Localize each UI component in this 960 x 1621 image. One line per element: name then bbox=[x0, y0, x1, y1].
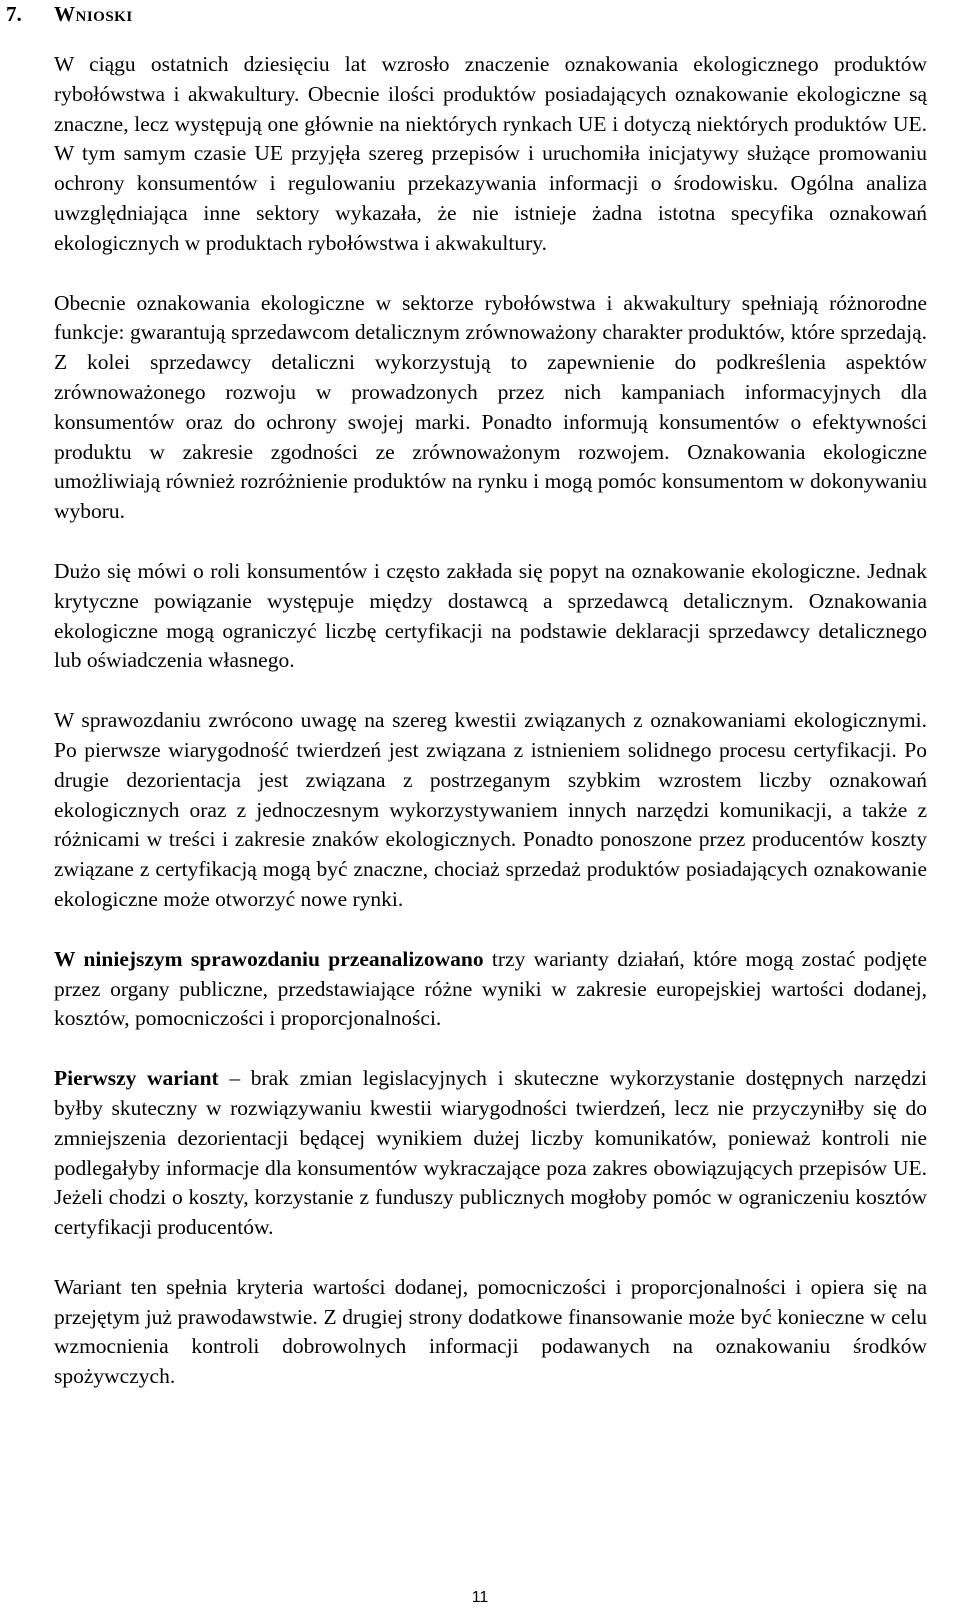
section-number: 7. bbox=[6, 2, 22, 26]
paragraph-first-option-text: – brak zmian legislacyjnych i skuteczne wykorzystanie dostępnych narzędzi byłby skuteczny w rozwiązywaniu kwestii wiarygodności twierdzeń, lecz nie przyczyniłby się do zmniejszenia dezorientacji będącej wynikiem dużej liczby komunikatów, ponieważ kontroli nie podlegałyby informacje dla konsumentów wykraczające poza zakres obowiązujących przepisów UE. Jeżeli chodzi o koszty, korzystanie z funduszy publicznych mogłoby pomóc w ograniczeniu kosztów certyfikacji producentów. bbox=[54, 1066, 927, 1240]
paragraph-option-assessment: Wariant ten spełnia kryteria wartości dodanej, pomocniczości i proporcjonalności i opiera się na przejętym już prawodawstwie. Z drugiej strony dodatkowe finansowanie może być konieczne w celu wzmocnienia kontroli dobrowolnych informacji podawanych na oznakowaniu środków spożywczych. bbox=[54, 1274, 927, 1389]
paragraph-issues: W sprawozdaniu zwrócono uwagę na szereg kwestii związanych z oznakowaniami ekologicznymi. Po pierwsze wiarygodność twierdzeń jest związana z istnieniem solidnego procesu certyfikacji. Po drugie dezorientacja jest związana z postrzeganym szybkim wzrostem liczby oznakowań ekologicznych oraz z jednoczesnym wykorzystywaniem innych narzędzi komunikacji, a także z różnicami w treści i zakresie znaków ekologicznych. Ponadto ponoszone przez producentów koszty związane z certyfikacją mogą być znaczne, chociaż sprzedaż produktów posiadających oznakowanie ekologiczne może otworzyć nowe rynki. bbox=[54, 708, 927, 911]
paragraph-overview: W ciągu ostatnich dziesięciu lat wzrosło znaczenie oznakowania ekologicznego produktów rybołówstwa i akwakultury. Obecnie ilości produktów posiadających oznakowanie ekologiczne są znaczne, lecz występują one głównie na niektórych rynkach UE i dotyczą niektórych produktów UE. W tym samym czasie UE przyjęła szereg przepisów i uruchomiła inicjatywy służące promowaniu ochrony konsumentów i regulowaniu przekazywania informacji o środowisku. Ogólna analiza uwzględniająca inne sektory wykazała, że nie istnieje żadna istotna specyfika oznakowań ekologicznych w produktach rybołówstwa i akwakultury. bbox=[54, 52, 927, 255]
paragraph-first-option-lead: Pierwszy wariant bbox=[54, 1066, 219, 1091]
paragraph-functions: Obecnie oznakowania ekologiczne w sektorze rybołówstwa i akwakultury spełniają różnorodne funkcje: gwarantują sprzedawcom detalicznym zrównoważony charakter produktów, które sprzedają. Z kolei sprzedawcy detaliczni wykorzystują to zapewnienie do podkreślenia aspektów zrównoważonego rozwoju w prowadzonych przez nich kampaniach informacyjnych dla konsumentów oraz do ochrony swojej marki. Ponadto informują konsumentów o efektywności produktu w zakresie zgodności ze zrównoważonym rozwojem. Oznakowania ekologiczne umożliwiają również rozróżnienie produktów na rynku i mogą pomóc konsumentom w dokonywaniu wyboru. bbox=[54, 290, 927, 524]
section-title: Wnioski bbox=[54, 2, 133, 26]
paragraph-options-text: trzy warianty działań, które mogą zostać podjęte przez organy publiczne, przedstawiające różne wyniki w zakresie europejskiej wartości dodanej, kosztów, pomocniczości i proporcjonalności. bbox=[54, 946, 927, 1031]
paragraph-options bbox=[54, 945, 927, 1034]
paragraph-consumers: Dużo się mówi o roli konsumentów i często zakłada się popyt na oznakowanie ekologiczne. Jednak krytyczne powiązanie występuje między dostawcą a sprzedawcą detalicznym. Oznakowania ekologiczne mogą ograniczyć liczbę certyfikacji na podstawie deklaracji sprzedawcy detalicznego lub oświadczenia własnego. bbox=[54, 558, 927, 673]
section-body bbox=[54, 50, 927, 1422]
section-heading bbox=[6, 0, 133, 28]
page-number: 11 bbox=[471, 1589, 489, 1606]
paragraph-options-lead: W niniejszym sprawozdaniu przeanalizowano bbox=[54, 946, 484, 971]
paragraph-first-option bbox=[54, 1064, 927, 1243]
